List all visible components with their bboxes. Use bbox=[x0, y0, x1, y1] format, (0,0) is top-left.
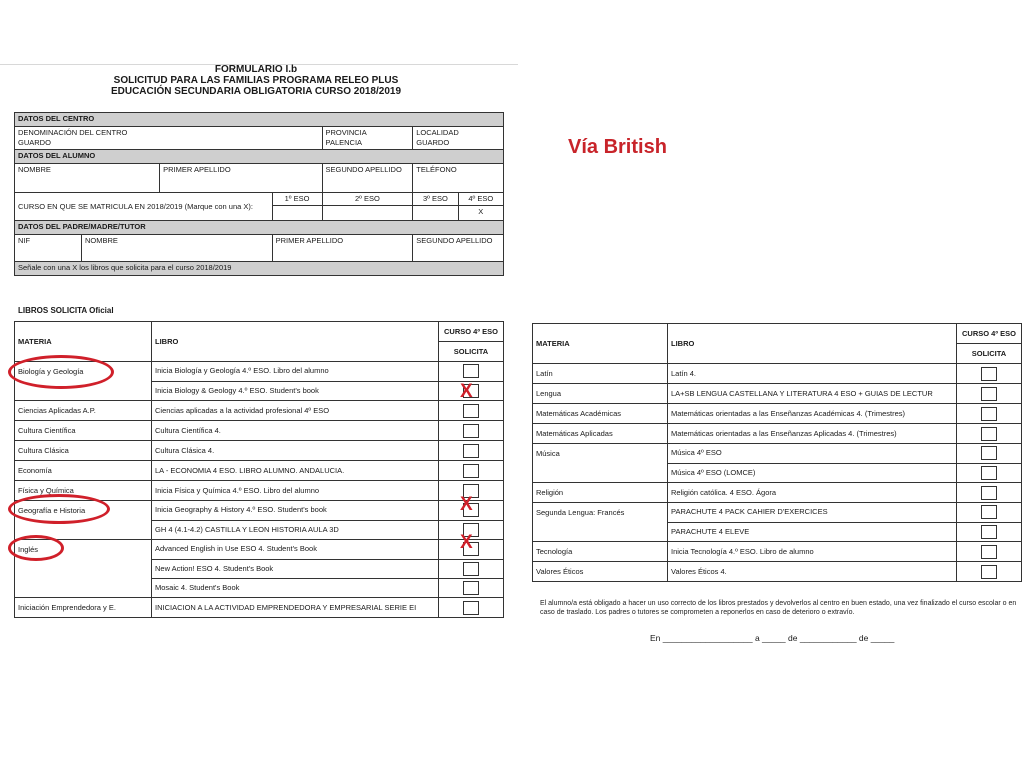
solicita-checkbox[interactable] bbox=[981, 446, 997, 460]
materia-cell: Matemáticas Académicas bbox=[533, 404, 668, 424]
highlight-ellipse-ingles bbox=[8, 535, 64, 561]
left-col-materia: MATERIA bbox=[15, 322, 152, 362]
materia-cell bbox=[15, 578, 152, 598]
solicita-cell bbox=[439, 441, 504, 461]
left-book-row bbox=[15, 559, 504, 578]
libro-cell: Ciencias aplicadas a la actividad profesional 4º ESO bbox=[152, 401, 439, 421]
libro-cell: Música 4º ESO (LOMCE) bbox=[668, 463, 957, 483]
right-book-row bbox=[533, 444, 1022, 464]
solicita-checkbox[interactable] bbox=[981, 407, 997, 421]
solicita-cell bbox=[957, 522, 1022, 542]
materia-cell: Segunda Lengua: Francés bbox=[533, 503, 668, 523]
left-book-row bbox=[15, 578, 504, 598]
form-code: FORMULARIO I.b bbox=[214, 64, 298, 75]
libro-cell: Cultura Científica 4. bbox=[152, 421, 439, 441]
solicita-cell bbox=[957, 503, 1022, 523]
x-mark-english: X bbox=[460, 532, 473, 553]
section-alumno: DATOS DEL ALUMNO bbox=[15, 150, 504, 164]
libro-cell: PARACHUTE 4 ELEVE bbox=[668, 522, 957, 542]
libro-cell: Inicia Tecnología 4.º ESO. Libro de alumno bbox=[668, 542, 957, 562]
solicita-cell bbox=[957, 463, 1022, 483]
solicita-checkbox[interactable] bbox=[463, 444, 479, 458]
libro-cell: LA+SB LENGUA CASTELLANA Y LITERATURA 4 ESO + GUIAS DE LECTUR bbox=[668, 384, 957, 404]
solicita-cell bbox=[439, 559, 504, 578]
materia-cell: Valores Éticos bbox=[533, 562, 668, 582]
alumno-segundo-apellido-field[interactable]: SEGUNDO APELLIDO bbox=[322, 164, 413, 193]
solicita-cell bbox=[439, 421, 504, 441]
highlight-ellipse-biologia bbox=[8, 355, 114, 389]
localidad-value: GUARDO bbox=[416, 138, 450, 147]
libro-cell: Valores Éticos 4. bbox=[668, 562, 957, 582]
right-book-row bbox=[533, 404, 1022, 424]
solicita-checkbox[interactable] bbox=[981, 525, 997, 539]
right-book-row bbox=[533, 562, 1022, 582]
solicita-cell bbox=[439, 362, 504, 382]
solicita-checkbox[interactable] bbox=[981, 505, 997, 519]
curso-1eso: 1º ESO bbox=[272, 193, 322, 206]
left-book-row bbox=[15, 520, 504, 540]
libro-cell: Matemáticas orientadas a las Enseñanzas Académicas 4. (Trimestres) bbox=[668, 404, 957, 424]
left-col-libro: LIBRO bbox=[152, 322, 439, 362]
materia-cell: Matemáticas Aplicadas bbox=[533, 424, 668, 444]
form-title: SOLICITUD PARA LAS FAMILIAS PROGRAMA RELEO PLUS bbox=[113, 75, 399, 86]
libro-cell: Inicia Geography & History 4.º ESO. Student's book bbox=[152, 501, 439, 521]
materia-cell: Geografía e Historia bbox=[15, 501, 152, 521]
tutor-segundo-apellido-field[interactable]: SEGUNDO APELLIDO bbox=[413, 235, 504, 262]
right-book-row bbox=[533, 424, 1022, 444]
solicita-checkbox[interactable] bbox=[981, 427, 997, 441]
libro-cell: GH 4 (4.1-4.2) CASTILLA Y LEON HISTORIA AULA 3D bbox=[152, 520, 439, 540]
localidad-label: LOCALIDAD bbox=[416, 128, 459, 137]
right-book-row bbox=[533, 522, 1022, 542]
solicita-checkbox[interactable] bbox=[463, 562, 479, 576]
x-mark-biology: X bbox=[460, 381, 473, 402]
libros-title: LIBROS SOLICITA Oficial bbox=[18, 306, 114, 315]
solicita-cell bbox=[957, 483, 1022, 503]
instruccion-row: Señale con una X los libros que solicita para el curso 2018/2019 bbox=[15, 262, 504, 276]
section-tutor: DATOS DEL PADRE/MADRE/TUTOR bbox=[15, 221, 504, 235]
curso-3eso: 3º ESO bbox=[413, 193, 458, 206]
materia-cell: Cultura Clásica bbox=[15, 441, 152, 461]
libro-cell: Latín 4. bbox=[668, 364, 957, 384]
left-book-row bbox=[15, 441, 504, 461]
right-col-materia: MATERIA bbox=[533, 324, 668, 364]
right-book-row bbox=[533, 542, 1022, 562]
solicita-checkbox[interactable] bbox=[981, 466, 997, 480]
libro-cell: Cultura Clásica 4. bbox=[152, 441, 439, 461]
right-books-table bbox=[532, 323, 1022, 582]
solicita-cell bbox=[957, 542, 1022, 562]
curso-1eso-mark[interactable] bbox=[272, 206, 322, 221]
curso-label: CURSO EN QUE SE MATRICULA EN 2018/2019 (Marque con una X): bbox=[15, 193, 273, 221]
left-book-row bbox=[15, 461, 504, 481]
solicita-checkbox[interactable] bbox=[463, 581, 479, 595]
right-book-row bbox=[533, 463, 1022, 483]
libro-cell: Religión católica. 4 ESO. Ágora bbox=[668, 483, 957, 503]
solicita-cell bbox=[439, 461, 504, 481]
via-british-annotation: Vía British bbox=[568, 136, 667, 158]
libro-cell: Inicia Física y Química 4.º ESO. Libro del alumno bbox=[152, 481, 439, 501]
curso-4eso: 4º ESO bbox=[458, 193, 503, 206]
materia-cell: Física y Química bbox=[15, 481, 152, 501]
materia-cell: Cultura Científica bbox=[15, 421, 152, 441]
right-book-row bbox=[533, 384, 1022, 404]
libro-cell: LA - ECONOMIA 4 ESO. LIBRO ALUMNO. ANDALUCIA. bbox=[152, 461, 439, 481]
solicita-cell bbox=[957, 562, 1022, 582]
curso-4eso-mark[interactable]: X bbox=[458, 206, 503, 221]
solicita-checkbox[interactable] bbox=[981, 486, 997, 500]
libro-cell: Mosaic 4. Student's Book bbox=[152, 578, 439, 598]
materia-cell: Tecnología bbox=[533, 542, 668, 562]
libro-cell: Música 4º ESO bbox=[668, 444, 957, 464]
materia-cell: Ciencias Aplicadas A.P. bbox=[15, 401, 152, 421]
materia-cell: Iniciación Emprendedora y E. bbox=[15, 598, 152, 618]
provincia-label: PROVINCIA bbox=[325, 128, 367, 137]
libro-cell: Advanced English in Use ESO 4. Student's Book bbox=[152, 540, 439, 560]
materia-cell bbox=[533, 463, 668, 483]
solicita-cell bbox=[957, 424, 1022, 444]
solicita-cell bbox=[439, 401, 504, 421]
solicita-checkbox[interactable] bbox=[463, 404, 479, 418]
alumno-primer-apellido-field[interactable]: PRIMER APELLIDO bbox=[160, 164, 322, 193]
solicita-checkbox[interactable] bbox=[463, 464, 479, 478]
left-book-row bbox=[15, 401, 504, 421]
materia-cell: Música bbox=[533, 444, 668, 464]
solicita-checkbox[interactable] bbox=[463, 601, 479, 615]
right-book-row bbox=[533, 364, 1022, 384]
materia-cell bbox=[533, 522, 668, 542]
materia-cell: Lengua bbox=[533, 384, 668, 404]
denominacion-label: DENOMINACIÓN DEL CENTRO bbox=[18, 128, 128, 137]
x-mark-geography: X bbox=[460, 494, 473, 515]
alumno-nombre-field[interactable]: NOMBRE bbox=[15, 164, 160, 193]
highlight-ellipse-geografia bbox=[8, 494, 110, 524]
solicita-checkbox[interactable] bbox=[463, 424, 479, 438]
right-book-row bbox=[533, 483, 1022, 503]
solicita-checkbox[interactable] bbox=[981, 387, 997, 401]
solicita-checkbox[interactable] bbox=[981, 545, 997, 559]
materia-cell: Biología y Geología bbox=[15, 362, 152, 382]
solicita-cell bbox=[957, 384, 1022, 404]
alumno-telefono-field[interactable]: TELÉFONO bbox=[413, 164, 504, 193]
solicita-cell bbox=[439, 598, 504, 618]
libro-cell: New Action! ESO 4. Student's Book bbox=[152, 559, 439, 578]
libro-cell: PARACHUTE 4 PACK CAHIER D'EXERCICES bbox=[668, 503, 957, 523]
denominacion-cell bbox=[15, 127, 323, 150]
solicita-cell bbox=[957, 364, 1022, 384]
libro-cell: Inicia Biología y Geología 4.º ESO. Libro del alumno bbox=[152, 362, 439, 382]
solicita-checkbox[interactable] bbox=[981, 565, 997, 579]
right-col-libro: LIBRO bbox=[668, 324, 957, 364]
solicita-cell bbox=[957, 444, 1022, 464]
curso-2eso: 2º ESO bbox=[322, 193, 413, 206]
right-col-curso: CURSO 4º ESO bbox=[957, 324, 1022, 344]
left-col-curso: CURSO 4º ESO bbox=[439, 322, 504, 342]
date-line: En ___________________ a _____ de ____________ de _____ bbox=[650, 633, 895, 643]
localidad-cell bbox=[413, 127, 504, 150]
libro-cell: Inicia Biology & Geology 4.º ESO. Student's book bbox=[152, 381, 439, 401]
curso-3eso-mark[interactable] bbox=[413, 206, 458, 221]
materia-cell: Inglés bbox=[15, 540, 152, 560]
libro-cell: Matemáticas orientadas a las Enseñanzas Aplicadas 4. (Trimestres) bbox=[668, 424, 957, 444]
materia-cell: Economía bbox=[15, 461, 152, 481]
left-book-row bbox=[15, 540, 504, 560]
solicita-checkbox[interactable] bbox=[463, 364, 479, 378]
materia-cell bbox=[15, 559, 152, 578]
section-centro: DATOS DEL CENTRO bbox=[15, 113, 504, 127]
right-col-solicita: SOLICITA bbox=[957, 344, 1022, 364]
right-book-row bbox=[533, 503, 1022, 523]
left-book-row bbox=[15, 421, 504, 441]
solicita-cell bbox=[957, 404, 1022, 424]
tutor-nombre-field[interactable]: NOMBRE bbox=[82, 235, 273, 262]
solicita-checkbox[interactable] bbox=[981, 367, 997, 381]
provincia-cell bbox=[322, 127, 413, 150]
footer-note: El alumno/a está obligado a hacer un uso correcto de los libros prestados y devolverlos al centro en buen estado, una vez finalizado el curso escolar o en caso de traslado. Los padres o tutores se comprometen a reponerlos en caso de deterioro o extravío. bbox=[540, 600, 1017, 616]
materia-cell: Religión bbox=[533, 483, 668, 503]
denominacion-value: GUARDO bbox=[18, 138, 51, 147]
materia-cell: Latín bbox=[533, 364, 668, 384]
form-subtitle: EDUCACIÓN SECUNDARIA OBLIGATORIA CURSO 2018/2019 bbox=[110, 86, 402, 97]
tutor-primer-apellido-field[interactable]: PRIMER APELLIDO bbox=[272, 235, 413, 262]
datos-table bbox=[14, 112, 504, 276]
curso-2eso-mark[interactable] bbox=[322, 206, 413, 221]
provincia-value: PALENCIA bbox=[325, 138, 363, 147]
libro-cell: INICIACION A LA ACTIVIDAD EMPRENDEDORA Y EMPRESARIAL SERIE EI bbox=[152, 598, 439, 618]
tutor-nif-field[interactable]: NIF bbox=[15, 235, 82, 262]
left-col-solicita: SOLICITA bbox=[439, 342, 504, 362]
solicita-cell bbox=[439, 578, 504, 598]
left-book-row bbox=[15, 598, 504, 618]
